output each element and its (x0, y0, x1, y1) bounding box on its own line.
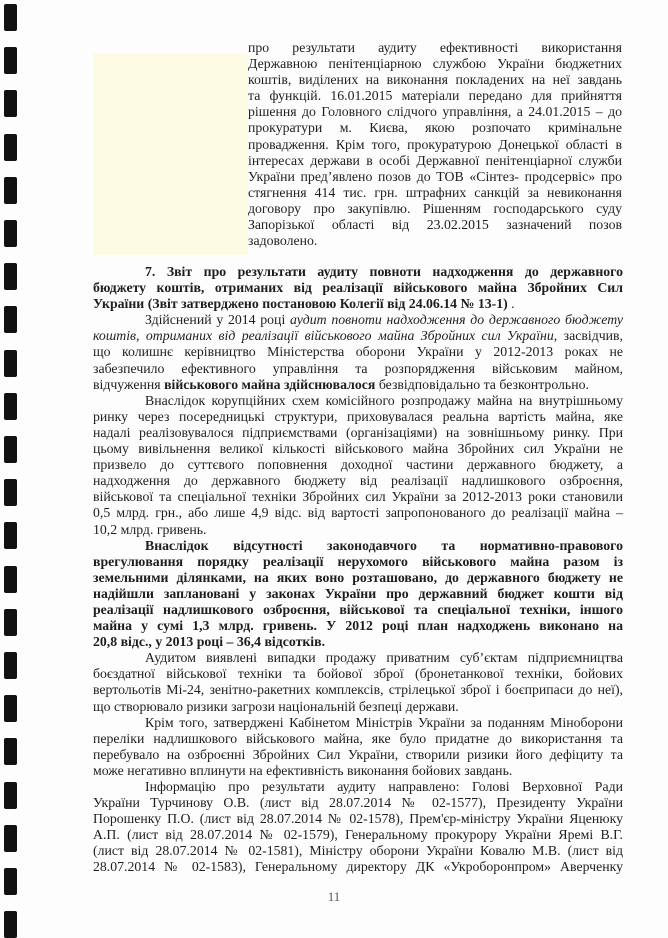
bold-text: надійшли заплановані у законах України про державний бюджет кошти від (93, 585, 623, 601)
text-run: відчуження (93, 376, 165, 392)
text-run: переліки надлишкового військового майна, яке було придатне до використання та (93, 730, 623, 746)
text-run: Аудитом виявлені випадки продажу приватним суб’єктам підприємництва (145, 650, 623, 666)
distribution-paragraph (93, 779, 623, 876)
binding-hole (4, 479, 17, 506)
text-line (93, 264, 623, 280)
binding-hole (4, 47, 17, 74)
bold-text: Внаслідок відсутності законодавчого та нормативно-правового (145, 537, 623, 553)
text-line (93, 280, 623, 296)
text-line (93, 489, 623, 505)
text-line (248, 72, 622, 88)
text-line (93, 312, 623, 328)
bold-text: 20,8 відс., у 2013 році – 36,4 відсотків. (93, 634, 326, 650)
text-run: призвело до суттєвого поповнення доходної частини державного бюджету, а (93, 457, 623, 473)
text-line (248, 201, 622, 217)
weapons-sale-paragraph (93, 650, 623, 714)
continued-paragraph (248, 40, 622, 249)
text-run: вертольотів Мі-24, зенітно-ракетних комплексів, стрілецької зброї і боєприпаси до неї), (93, 682, 623, 698)
text-run: України пред’явлено позов до ТОВ «Сінтез- продсервіс» про (248, 168, 622, 184)
bold-text: України (Звіт затверджено постановою Колегії від 24.06.14 № 13-1) (93, 296, 508, 312)
text-run: А.П. (лист від 28.07.2014 № 02-1579), Генеральному прокурору України Яремі В.Г. (93, 827, 623, 843)
text-line (93, 473, 623, 489)
italic-text: аудит повноти надходження до державного бюджету (290, 312, 623, 328)
page-number: 11 (327, 889, 341, 904)
corruption-paragraph (93, 393, 623, 538)
text-line (93, 602, 623, 618)
bold-text: реалізації надлишкового озброєння, військової та спеціальної техніки, іншого (93, 601, 623, 617)
text-line (93, 441, 623, 457)
text-line (93, 634, 623, 650)
text-run: що колишнє керівництво Міністерства оборони України у 2012-2013 роках не (93, 344, 623, 360)
text-run: Крім того, затверджені Кабінетом Міністрів України за поданням Міноборони (145, 714, 623, 730)
bold-text: врегулювання порядку реалізації нерухомого військового майна разом із (93, 553, 623, 569)
text-run: боєздатної військової техніки та бойової зброї (бронетанкової техніки, бойових (93, 666, 623, 682)
binding-hole (4, 436, 17, 463)
text-line (248, 40, 622, 56)
text-line (248, 88, 622, 104)
text-line (93, 328, 623, 344)
text-run: задоволено. (248, 233, 318, 249)
text-run: України Турчинову О.В. (лист від 28.07.2014 № 02-1577), Президенту України (93, 795, 623, 811)
surplus-lists-paragraph (93, 715, 623, 779)
text-run: 10,2 млрд. гривень. (93, 521, 207, 537)
text-run: Запорізької області від 23.02.2015 зазначений позов (248, 217, 622, 233)
text-line (93, 859, 623, 875)
text-run: Здійснений у 2014 році (145, 312, 290, 328)
text-line (93, 538, 623, 554)
text-line (93, 393, 623, 409)
text-line (93, 618, 623, 634)
text-run: Інформацію про результати аудиту направлено: Голові Верховної Ради (145, 779, 623, 794)
text-run: (лист від 28.07.2014 № 02-1581), Міністру оборони України Ковалю М.В. (лист від (93, 843, 623, 859)
bold-text: майна у сумі 1,3 млрд. гривень. У 2012 році план надходжень виконано на (93, 618, 623, 634)
binding-hole (4, 263, 17, 290)
spiral-binding (0, 0, 22, 936)
binding-hole (4, 738, 17, 765)
text-run: про результати аудиту ефективності використання (248, 40, 622, 55)
binding-hole (4, 782, 17, 809)
text-line (93, 747, 623, 763)
text-line (93, 795, 623, 811)
text-run: ринку через посередницькі структури, приховувалася реальна вартість майна, яке (93, 408, 623, 424)
text-run: Внаслідок корупційних схем комісійного розпродажу майна на внутрішньому (145, 392, 623, 408)
legislation-paragraph (93, 538, 623, 651)
text-line (93, 505, 623, 521)
text-run: рішення до Головного слідчого управління, а 24.01.2015 – до (248, 104, 622, 120)
document-body (93, 264, 623, 876)
text-run: що створювало ризики загрози національній безпеці держави. (93, 698, 459, 714)
text-line (93, 570, 623, 586)
highlighted-margin-area (93, 53, 248, 255)
text-run: , засвідчив, (553, 328, 624, 344)
binding-hole (4, 695, 17, 722)
text-line (248, 169, 622, 185)
binding-hole (4, 652, 17, 679)
text-line (93, 682, 623, 698)
binding-hole (4, 825, 17, 852)
text-run: військової та спеціальної техніки Збройних сил України за 2012-2013 роки становили (93, 489, 623, 505)
binding-hole (4, 220, 17, 247)
binding-hole (4, 177, 17, 204)
text-line (248, 137, 622, 153)
text-run: перебувало на озброєнні Збройних Сил України, створили ризики його дефіциту та (93, 746, 623, 762)
text-line (93, 409, 623, 425)
text-line (93, 554, 623, 570)
audit-summary-paragraph (93, 312, 623, 392)
bold-text: військового майна здійснювалося (164, 376, 376, 392)
bold-text: 7. Звіт про результати аудиту повноти надходження до державного (145, 264, 623, 279)
text-run: інтересах держави в особі Державної пенітенціарної служби (248, 152, 622, 168)
text-line (248, 217, 622, 233)
text-line (93, 377, 623, 393)
text-line (248, 120, 622, 136)
binding-hole (4, 911, 17, 938)
text-run: Державною пенітенціарною службою України бюджетних (248, 56, 622, 72)
text-line (93, 811, 623, 827)
text-line (93, 827, 623, 843)
text-run: надходження до державного бюджету від реалізації надлишкового озброєння, (93, 473, 623, 489)
binding-hole (4, 522, 17, 549)
binding-hole (4, 306, 17, 333)
text-run: прокуратури м. Києва, якою розпочато кримінальне (248, 120, 622, 136)
binding-hole (4, 566, 17, 593)
text-line (248, 233, 622, 249)
text-line (93, 731, 623, 747)
text-line (93, 344, 623, 360)
text-line (93, 699, 623, 715)
text-line (248, 56, 622, 72)
text-run: може негативно вплинути на ефективність виконання бойових завдань. (93, 762, 513, 778)
text-line (93, 763, 623, 779)
text-run: . (507, 296, 515, 312)
text-run: стягнення 414 тис. грн. штрафних санкцій за невиконання (248, 184, 622, 200)
binding-hole (4, 350, 17, 377)
binding-hole (4, 393, 17, 420)
text-line (93, 779, 623, 795)
text-run: договору про закупівлю. Рішенням господарського суду (248, 200, 622, 216)
binding-hole (4, 134, 17, 161)
bold-text: бюджету коштів, отриманих від реалізації військового майна Збройних Сил (93, 280, 623, 296)
text-run: коштів, виділених на виконання покладених на неї завдань (248, 72, 622, 88)
text-run: Порошенку П.О. (лист від 28.07.2014 № 02-1578), Прем'єр-міністру України Яценюку (93, 811, 623, 827)
binding-hole (4, 4, 17, 31)
text-run: 0,5 млрд. грн., або лише 4,9 відс. від вартості запропонованого до реалізації майна – (93, 505, 623, 521)
text-run: цьому вивільнення великої кількості військового майна Збройних сил України не (93, 441, 623, 457)
binding-hole (4, 609, 17, 636)
text-line (93, 361, 623, 377)
text-line (93, 650, 623, 666)
text-line (93, 666, 623, 682)
italic-text: коштів, отриманих від реалізації військового майна Збройних сил України (93, 328, 554, 344)
text-run: безвідповідально та безконтрольно. (375, 376, 589, 392)
text-run: провадження. Крім того, прокуратурою Донецької області в (248, 136, 622, 152)
text-line (93, 522, 623, 538)
section-7-heading (93, 264, 623, 312)
text-line (248, 185, 622, 201)
text-line (248, 104, 622, 120)
text-run: забезпечило ефективного управління та розпорядження військовим майном, (93, 360, 623, 376)
text-line (248, 153, 622, 169)
text-line (93, 715, 623, 731)
text-run: надалі реалізовувалося підприємствами (організаціями) на зовнішньому ринку. При (93, 424, 623, 440)
text-line (93, 296, 623, 312)
text-run: та функцій. 16.01.2015 матеріали передано для прийняття (248, 88, 622, 104)
bold-text: земельними ділянками, на яких воно розташовано, до державного бюджету не (93, 569, 623, 585)
binding-hole (4, 90, 17, 117)
text-run: 28.07.2014 № 02-1583), Генеральному директору ДК «Укроборонпром» Аверченку (93, 859, 623, 875)
text-line (93, 457, 623, 473)
text-line (93, 843, 623, 859)
text-line (93, 586, 623, 602)
text-line (93, 425, 623, 441)
